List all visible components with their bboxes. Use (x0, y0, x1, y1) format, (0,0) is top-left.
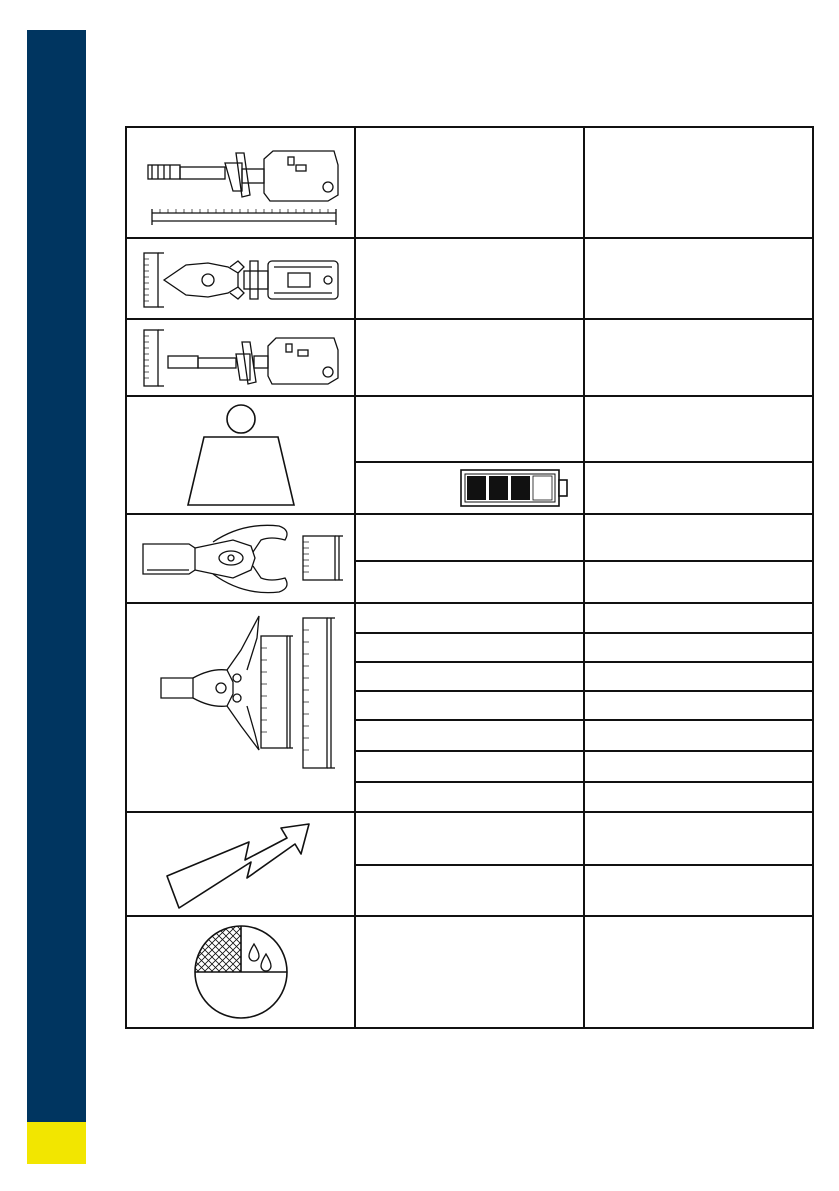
spreader-cell (126, 603, 355, 812)
battery-cell (355, 462, 584, 514)
side-bar (27, 30, 86, 1122)
spreader-value-4-cell (584, 691, 813, 720)
spreader-label-3 (356, 670, 368, 684)
force-label-1-cell (355, 812, 584, 865)
spreader-label-6 (356, 760, 368, 774)
spreader-label-4-cell (355, 691, 584, 720)
spreader-label-2 (356, 641, 368, 655)
tool-length-cell (126, 127, 355, 238)
spreader-value-7-cell (584, 782, 813, 812)
spreader-label-6-cell (355, 751, 584, 782)
height-label-cell (355, 319, 584, 396)
spreader-label-2-cell (355, 633, 584, 662)
ip-protection-icon (191, 922, 291, 1022)
force-label-1 (356, 832, 368, 846)
spreader-value-5-cell (584, 720, 813, 751)
length-label-cell (355, 127, 584, 238)
spreader-label-7-cell (355, 782, 584, 812)
cutter-value-1 (585, 531, 597, 545)
length-value-cell (584, 127, 813, 238)
width-value (585, 272, 597, 286)
cutter-label-1 (356, 531, 368, 545)
spreader-label-7 (356, 790, 368, 804)
tool-length-icon (138, 135, 343, 230)
weight-value (585, 422, 597, 436)
force-value-2-cell (584, 865, 813, 916)
ip-value-cell (584, 916, 813, 1028)
spreader-label-5-cell (355, 720, 584, 751)
spreader-opening-icon (141, 608, 341, 808)
battery-icon (459, 468, 571, 508)
force-cell (126, 812, 355, 916)
weight-cell (126, 396, 355, 514)
cutter-label-1-cell (355, 514, 584, 561)
spec-table (125, 126, 814, 1029)
height-value-cell (584, 319, 813, 396)
weight-label (356, 422, 368, 436)
spreader-label-1-cell (355, 603, 584, 633)
spreader-value-3-cell (584, 662, 813, 691)
tool-width-cell (126, 238, 355, 319)
spreader-value-6-cell (584, 751, 813, 782)
cutter-value-2-cell (584, 561, 813, 603)
spreader-label-1 (356, 611, 368, 625)
width-label-cell (355, 238, 584, 319)
spreader-value-6 (585, 760, 597, 774)
force-value-1 (585, 832, 597, 846)
force-value-1-cell (584, 812, 813, 865)
length-label (356, 176, 368, 190)
height-label (356, 351, 368, 365)
weight-value-cell (584, 396, 813, 462)
cutter-value-2 (585, 575, 597, 589)
spreader-label-5 (356, 729, 368, 743)
battery-value-cell (584, 462, 813, 514)
cutter-cell (126, 514, 355, 603)
spreader-value-2-cell (584, 633, 813, 662)
side-accent (27, 1122, 86, 1164)
force-label-2 (356, 884, 368, 898)
cutter-opening-icon (133, 518, 348, 600)
spreader-value-1-cell (584, 603, 813, 633)
spreader-value-3 (585, 670, 597, 684)
length-value (585, 176, 597, 190)
spreader-value-2 (585, 641, 597, 655)
spreader-value-5 (585, 729, 597, 743)
ip-cell (126, 916, 355, 1028)
width-value-cell (584, 238, 813, 319)
cutter-label-2-cell (355, 561, 584, 603)
ip-value (585, 965, 597, 979)
tool-height-icon (138, 324, 343, 392)
spreader-label-4 (356, 699, 368, 713)
spreader-value-1 (585, 611, 597, 625)
ip-label-cell (355, 916, 584, 1028)
cutter-value-1-cell (584, 514, 813, 561)
ip-label (356, 965, 368, 979)
spreader-value-4 (585, 699, 597, 713)
spreader-value-7 (585, 790, 597, 804)
weight-label-cell (355, 396, 584, 462)
height-value (585, 351, 597, 365)
force-arrow-icon (161, 816, 321, 912)
cutter-label-2 (356, 575, 368, 589)
tool-height-cell (126, 319, 355, 396)
spreader-label-3-cell (355, 662, 584, 691)
tool-width-icon (138, 243, 343, 315)
weight-icon (176, 399, 306, 511)
force-value-2 (585, 884, 597, 898)
width-label (356, 272, 368, 286)
force-label-2-cell (355, 865, 584, 916)
